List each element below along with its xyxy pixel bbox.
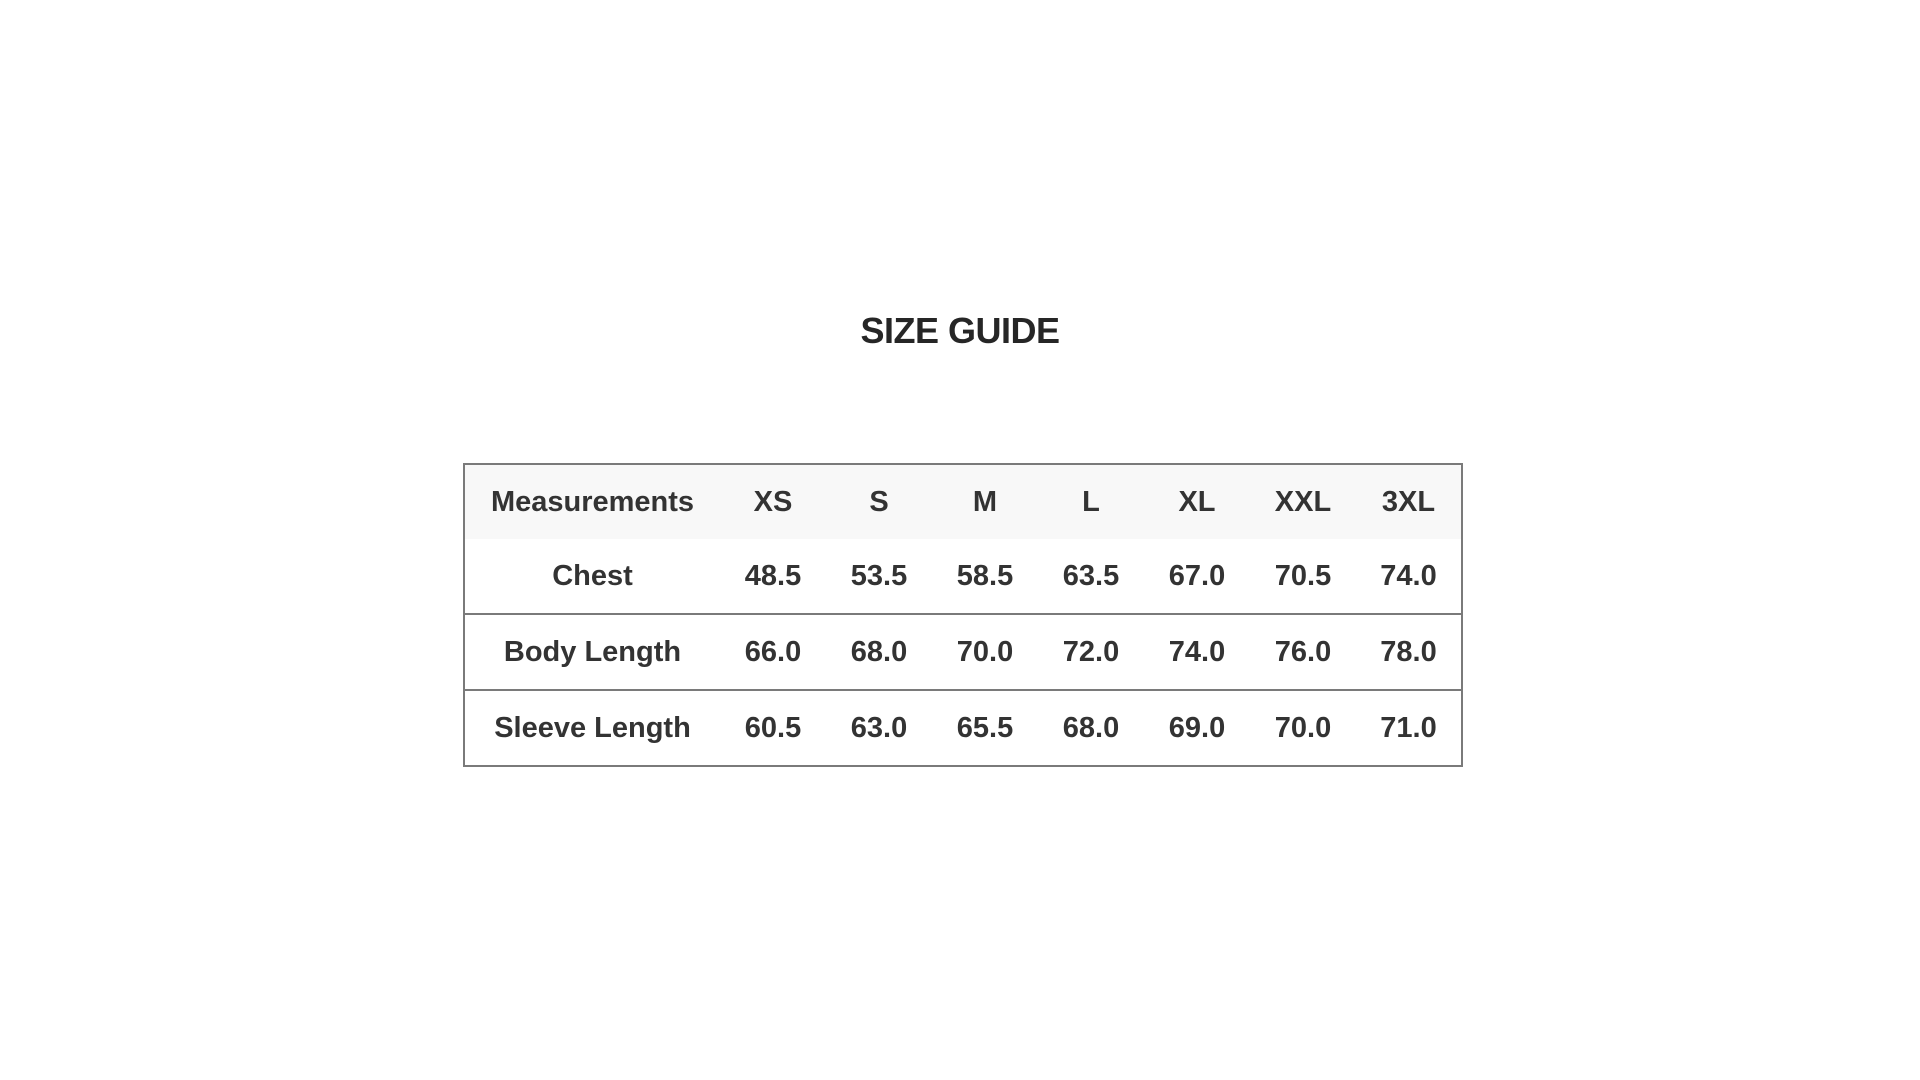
table-cell: 72.0 [1062,635,1120,668]
table-cell: 74.0 [1168,635,1226,668]
table-cell: 53.5 [850,559,908,592]
table-cell: 63.5 [1062,559,1120,592]
header-size-s: S [869,485,889,518]
header-size-m: M [972,485,998,518]
header-size-xl: XL [1178,485,1216,518]
table-cell: 70.0 [1274,711,1332,744]
table-row-chest [464,539,1462,614]
table-cell: 76.0 [1274,635,1332,668]
table-cell: 78.0 [1380,635,1437,668]
header-size-3xl: 3XL [1381,485,1436,518]
table-row-body-length [464,614,1462,690]
table-cell: 65.5 [956,711,1014,744]
row-label: Chest [552,559,633,592]
table-cell: 67.0 [1168,559,1226,592]
table-cell: 71.0 [1380,711,1437,744]
size-guide-table [463,463,1463,767]
table-row-sleeve-length [464,690,1462,766]
table-cell: 60.5 [744,711,802,744]
table-cell: 66.0 [744,635,802,668]
table-cell: 69.0 [1168,711,1226,744]
header-size-xxl: XXL [1274,485,1332,518]
size-guide-table-container [463,463,1459,767]
page-title: SIZE GUIDE [860,310,1060,351]
table-cell: 63.0 [850,711,908,744]
header-size-l: L [1082,485,1100,518]
table-cell: 70.0 [956,635,1014,668]
row-label: Sleeve Length [494,711,691,744]
table-cell: 68.0 [850,635,908,668]
table-cell: 70.5 [1274,559,1332,592]
header-size-xs: XS [753,485,793,518]
row-label: Body Length [503,635,682,668]
table-cell: 48.5 [744,559,802,592]
table-cell: 68.0 [1062,711,1120,744]
table-cell: 58.5 [956,559,1014,592]
header-measurements: Measurements [490,485,695,518]
table-header-row [464,464,1462,539]
table-cell: 74.0 [1380,559,1437,592]
